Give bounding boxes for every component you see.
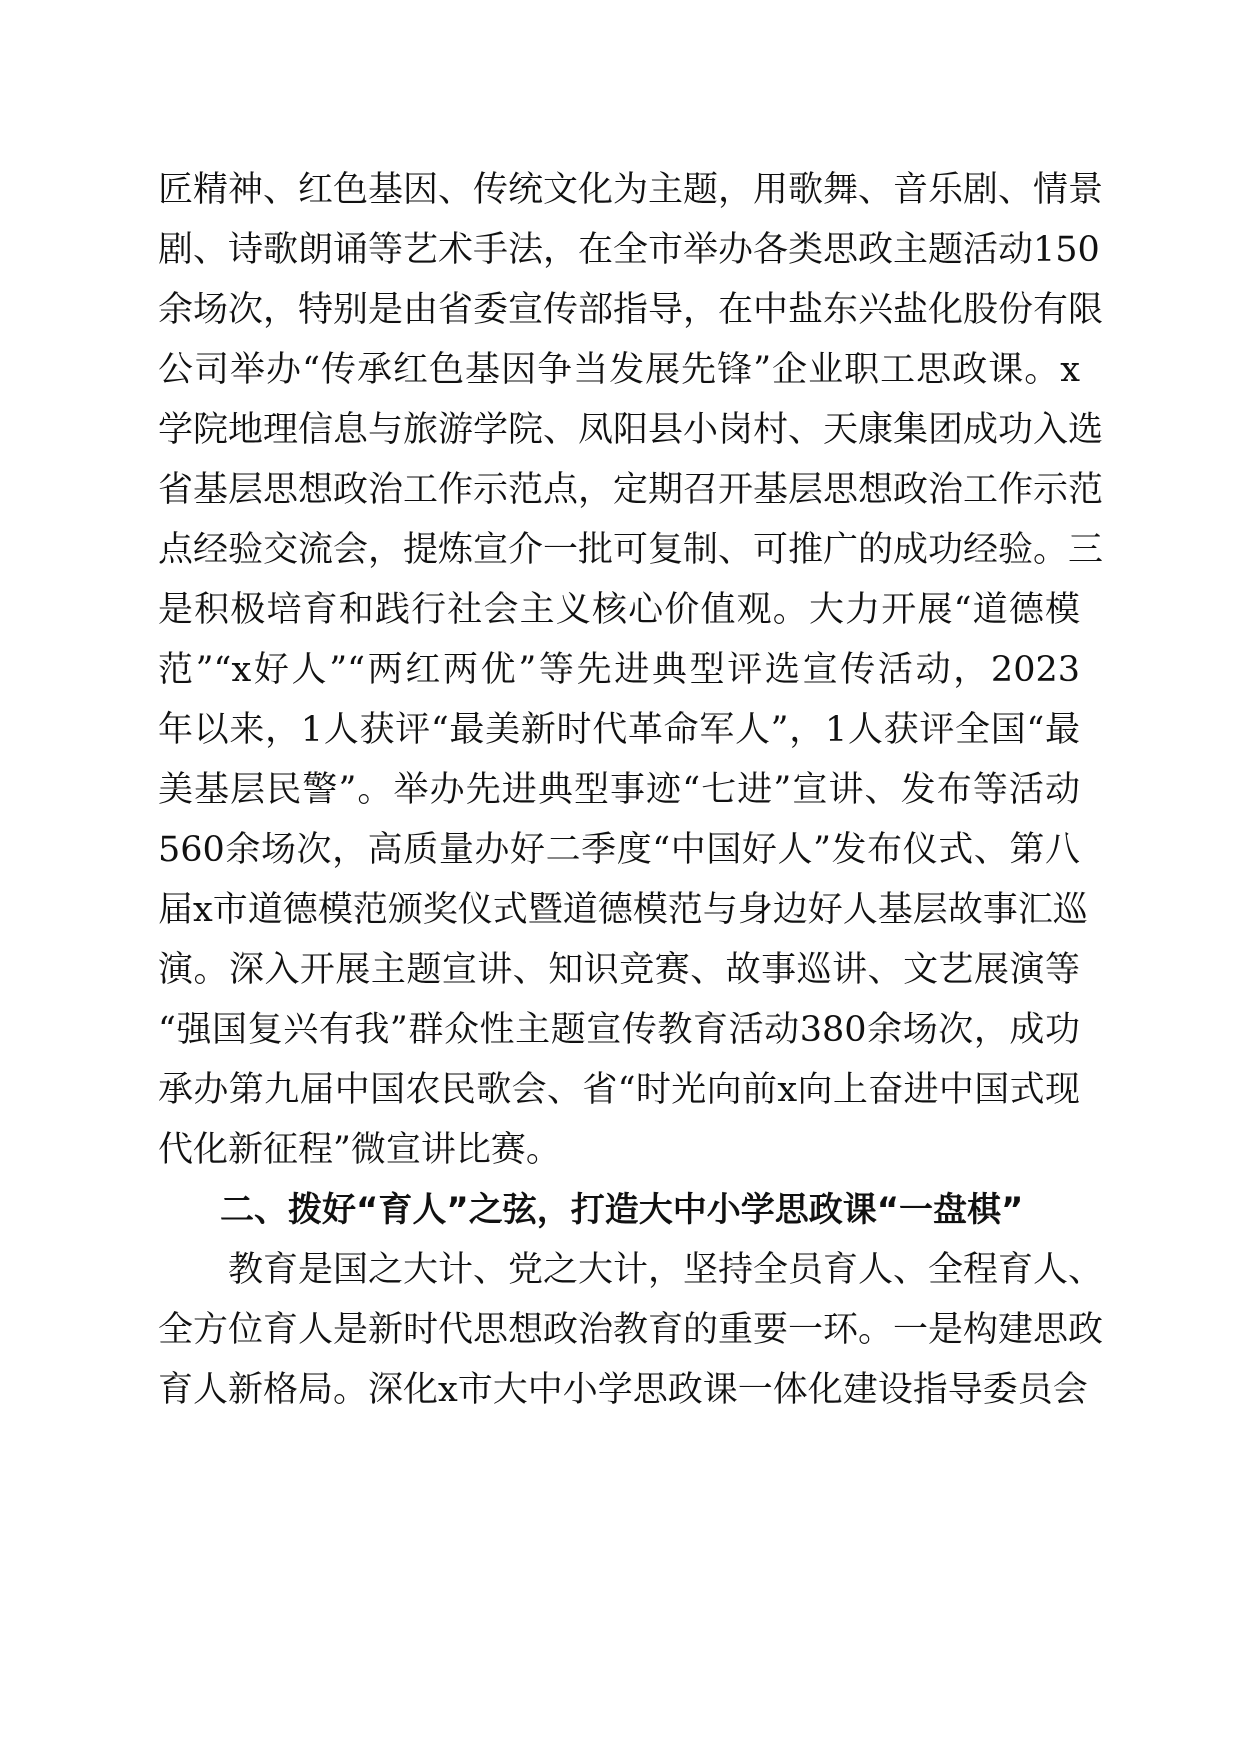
text-line: 是积极培育和践行社会主义核心价值观。大力开展“道德模 — [158, 590, 1080, 630]
text-line: 560余场次，高质量办好二季度“中国好人”发布仪式、第八 — [158, 830, 1080, 870]
text-line: “强国复兴有我”群众性主题宣传教育活动380余场次，成功 — [158, 1010, 1080, 1050]
text-line: 年以来，1人获评“最美新时代革命军人”，1人获评全国“最 — [158, 710, 1080, 750]
text-line: 余场次，特别是由省委宣传部指导，在中盐东兴盐化股份有限 — [158, 290, 1104, 330]
text-line: 教育是国之大计、党之大计，坚持全员育人、全程育人、 — [228, 1250, 1104, 1290]
text-line: 省基层思想政治工作示范点，定期召开基层思想政治工作示范 — [158, 470, 1104, 510]
text-line: 全方位育人是新时代思想政治教育的重要一环。一是构建思政 — [158, 1310, 1104, 1350]
section-heading: 二、拨好“育人”之弦，打造大中小学思政课“一盘棋” — [220, 1190, 1024, 1230]
text-line: 公司举办“传承红色基因争当发展先锋”企业职工思政课。x — [158, 350, 1080, 390]
text-line: 承办第九届中国农民歌会、省“时光向前x向上奋进中国式现 — [158, 1070, 1080, 1110]
text-line: 美基层民警”。举办先进典型事迹“七进”宣讲、发布等活动 — [158, 770, 1080, 810]
text-line: 演。深入开展主题宣讲、知识竞赛、故事巡讲、文艺展演等 — [158, 950, 1080, 990]
text-line: 育人新格局。深化x市大中小学思政课一体化建设指导委员会 — [158, 1370, 1088, 1410]
text-line: 匠精神、红色基因、传统文化为主题，用歌舞、音乐剧、情景 — [158, 170, 1104, 210]
text-line: 范”“x好人”“两红两优”等先进典型评选宣传活动，2023 — [158, 650, 1080, 690]
text-line: 点经验交流会，提炼宣介一批可复制、可推广的成功经验。三 — [158, 530, 1104, 570]
text-line: 代化新征程”微宣讲比赛。 — [158, 1130, 561, 1170]
text-line: 学院地理信息与旅游学院、凤阳县小岗村、天康集团成功入选 — [158, 410, 1104, 450]
text-line: 剧、诗歌朗诵等艺术手法，在全市举办各类思政主题活动150 — [158, 230, 1100, 270]
text-line: 届x市道德模范颁奖仪式暨道德模范与身边好人基层故事汇巡 — [158, 890, 1088, 930]
